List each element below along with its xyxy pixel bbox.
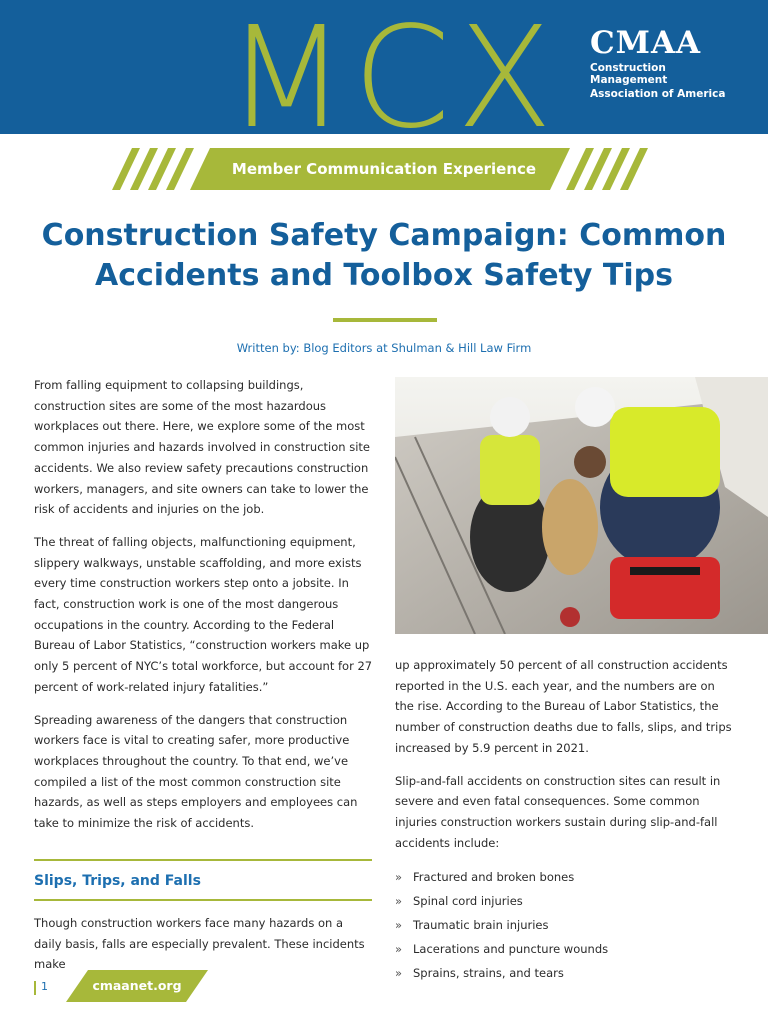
bullet-marker: » <box>395 870 403 885</box>
cmaa-logo-subtitle-1: Construction Management <box>590 62 668 86</box>
cmaa-logo[interactable] <box>590 26 740 100</box>
list-item <box>395 889 737 913</box>
list-item <box>395 865 737 889</box>
article-title-line-1: Construction Safety Campaign: Common <box>41 218 727 253</box>
header-band <box>0 0 768 134</box>
list-item-text: Lacerations and puncture wounds <box>413 942 609 957</box>
byline: Written by: Blog Editors at Shulman & Hill Law Firm <box>236 341 532 355</box>
paragraph: Spreading awareness of the dangers that construction workers face is vital to creating safer, more productive workplaces throughout the country. To that end, we’ve compiled a list of the most common construction site hazards, as well as steps employers and employees can take to minimize the risk of accidents. <box>34 712 358 831</box>
masthead-mcx: MCX <box>226 0 559 134</box>
article-title <box>20 216 748 296</box>
paragraph: The threat of falling objects, malfunctioning equipment, slippery walkways, unstable scaffolding, and more exists every time construction workers step onto a jobsite. In fact, construction work is one of the most dangerous occupations in the country. According to the Federal Bureau of Labor Statistics, “construction workers make up only 5 percent of NYC’s total workforce, but account for 27 percent of work-related injury fatalities.” <box>34 534 373 694</box>
list-item <box>395 937 737 961</box>
bullet-marker: » <box>395 966 403 981</box>
article-title-line-2: Accidents and Toolbox Safety Tips <box>95 258 673 293</box>
list-item-text: Traumatic brain injuries <box>413 918 549 933</box>
left-column <box>34 375 376 846</box>
list-item-text: Spinal cord injuries <box>413 894 523 909</box>
bullet-marker: » <box>395 894 403 909</box>
page-number-bar <box>34 981 36 995</box>
site-link[interactable]: cmaanet.org <box>92 978 182 993</box>
list-item-text: Sprains, strains, and tears <box>413 966 564 981</box>
right-column <box>395 655 737 985</box>
cmaa-logo-subtitle-2: Association of America <box>590 88 726 100</box>
paragraph: up approximately 50 percent of all construction accidents reported in the U.S. each year, and the numbers are on the rise. According to the Bureau of Labor Statistics, the number of construction deaths due to falls, slips, and trips increased by 5.9 percent in 2021. <box>395 658 732 755</box>
banner-label: Member Communication Experience <box>231 160 537 178</box>
title-divider <box>333 318 437 322</box>
section-heading: Slips, Trips, and Falls <box>34 873 201 889</box>
paragraph: From falling equipment to collapsing buildings, construction sites are some of the most hazardous workplaces out there. Here, we explore some of the most common injuries and hazards involved in construction site accidents. We also review safety precautions construction workers, managers, and site owners can take to lower the risk of accidents and injuries on the job. <box>34 378 370 517</box>
list-item-text: Fractured and broken bones <box>413 870 575 885</box>
footer <box>0 968 768 1024</box>
bullet-marker: » <box>395 918 403 933</box>
list-item <box>395 913 737 937</box>
cmaa-logo-word: CMAA <box>590 25 702 61</box>
section-divider <box>34 859 372 861</box>
section-divider <box>34 899 372 901</box>
bullet-marker: » <box>395 942 403 957</box>
page-number: 1 <box>41 980 48 993</box>
paragraph: Though construction workers face many hazards on a daily basis, falls are especially prevalent. These incidents make <box>34 916 365 972</box>
member-banner <box>110 148 660 190</box>
paragraph: Slip-and-fall accidents on construction sites can result in severe and even fatal consequences. Some common injuries construction workers sustain during slip-and-fall accidents include: <box>395 773 721 850</box>
workers-first-aid-photo <box>395 377 768 634</box>
